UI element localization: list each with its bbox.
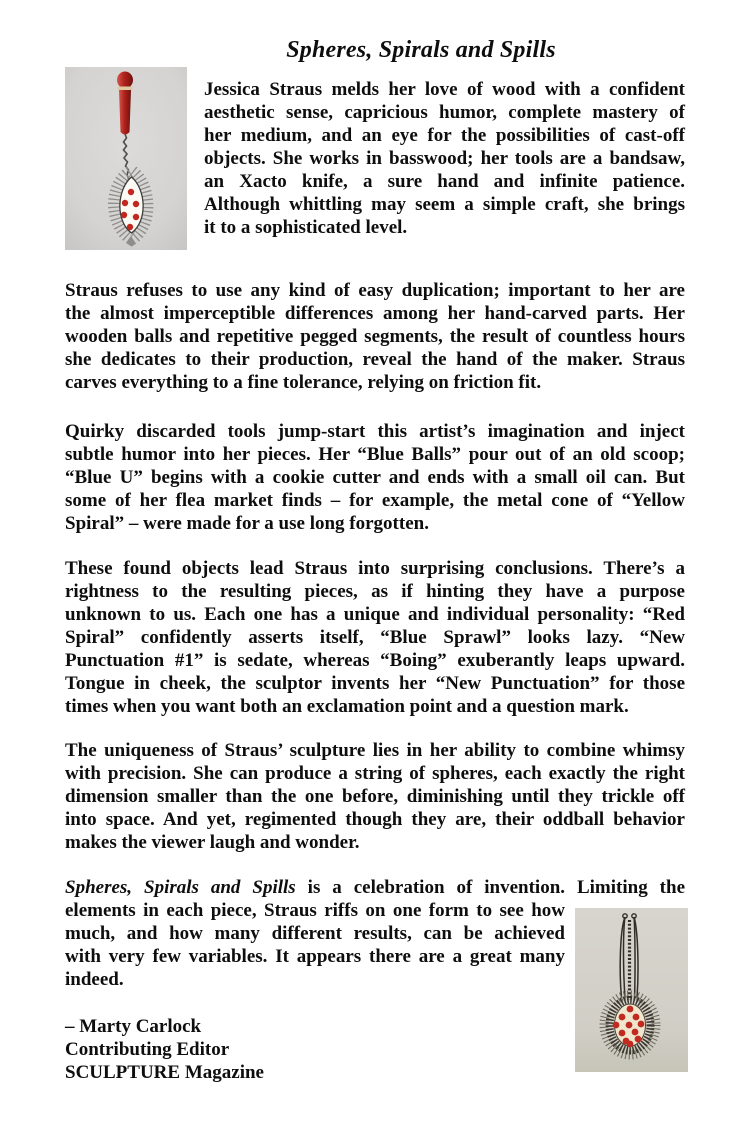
text-line: Spiral” confidently asserts itself, “Blue Sprawl” looks lazy. “New <box>65 627 685 648</box>
sculpture-photo-top <box>65 67 187 250</box>
red-handle <box>119 90 131 135</box>
exhibition-title-italic: Spheres, Spirals and Spills <box>65 877 296 898</box>
text-line: The uniqueness of Straus’ sculpture lies in her ability to combine whimsy <box>65 740 685 761</box>
text-line: Although whittling may seem a simple craft, she brings <box>204 194 685 215</box>
text-line: with very few variables. It appears there are a great many <box>65 946 565 967</box>
text-line: Tongue in cheek, the sculptor invents her “New Punctuation” for those <box>65 673 685 694</box>
text-line: Spiral” – were made for a use long forgotten. <box>65 513 429 534</box>
text-line: it to a sophisticated level. <box>204 217 408 238</box>
paragraph-duplication <box>65 279 685 394</box>
paragraph-found-objects <box>65 557 685 718</box>
paragraph-closing-rest <box>65 899 565 991</box>
text-line: into space. And yet, regimented though they are, their oddball behavior <box>65 809 685 830</box>
text-line: some of her flea market finds – for example, the metal cone of “Yellow <box>65 490 685 511</box>
text-line: with precision. She can produce a string of spheres, each exactly the right <box>65 763 685 784</box>
paragraph-quirky-tools <box>65 420 685 535</box>
red-knob <box>117 72 133 89</box>
text-line: she dedicates to their production, reveal the hand of the maker. Straus <box>65 349 685 370</box>
text-line: “Blue U” begins with a cookie cutter and ends with a small oil can. But <box>65 467 685 488</box>
text-line <box>65 876 685 899</box>
text-line: Straus refuses to use any kind of easy duplication; important to her are <box>65 280 685 301</box>
text-line: an Xacto knife, a sure hand and infinite patience. <box>204 171 685 192</box>
publication: SCULPTURE Magazine <box>65 1062 264 1083</box>
text-line: carves everything to a fine tolerance, relying on friction fit. <box>65 372 542 393</box>
page-title: Spheres, Spirals and Spills <box>286 37 556 63</box>
intro-section <box>65 67 685 250</box>
author-role: Contributing Editor <box>65 1039 230 1060</box>
text-line: Punctuation #1” is sedate, whereas “Boing” exuberantly leaps upward. <box>65 650 685 671</box>
text-line: rightness to the resulting pieces, as if hinting they have a purpose <box>65 581 685 602</box>
text-line: unknown to us. Each one has a unique and individual personality: “Red <box>65 604 685 625</box>
text-line: wooden balls and repetitive pegged segments, the result of countless hours <box>65 326 685 347</box>
text-line: her medium, and an eye for the possibilities of cast-off <box>204 125 685 146</box>
paragraph-intro <box>204 78 685 250</box>
text-line: subtle humor into her pieces. Her “Blue Balls” pour out of an old scoop; <box>65 444 685 465</box>
text-line: much, and how many different results, can be achieved <box>65 923 565 944</box>
text-line: These found objects lead Straus into surprising conclusions. There’s a <box>65 558 685 579</box>
text-line: objects. She works in basswood; her tools are a bandsaw, <box>204 148 685 169</box>
photo2-background <box>575 908 688 1072</box>
paragraph-uniqueness <box>65 739 685 854</box>
text-line: elements in each piece, Straus riffs on one form to see how <box>65 900 565 921</box>
text-line: aesthetic sense, capricious humor, complete mastery of <box>204 102 685 123</box>
text-line: dimension smaller than the one before, diminishing until they trickle off <box>65 786 685 807</box>
text-line: the almost imperceptible differences among her hand-carved parts. Her <box>65 303 685 324</box>
text-line: Quirky discarded tools jump-start this artist’s imagination and inject <box>65 421 685 442</box>
text-span: is a celebration of invention. Limiting the <box>295 877 685 898</box>
author-name: – Marty Carlock <box>65 1016 202 1037</box>
text-line: times when you want both an exclamation point and a question mark. <box>65 696 629 717</box>
spiked-spoon-sculpture-image <box>65 67 187 250</box>
sculpture-photo-bottom <box>575 908 688 1072</box>
whisk-sculpture-image <box>575 908 688 1072</box>
text-line: indeed. <box>65 969 124 990</box>
text-line: makes the viewer laugh and wonder. <box>65 832 360 853</box>
text-line: Jessica Straus melds her love of wood with a confident <box>204 79 685 100</box>
cream-band <box>118 87 133 91</box>
